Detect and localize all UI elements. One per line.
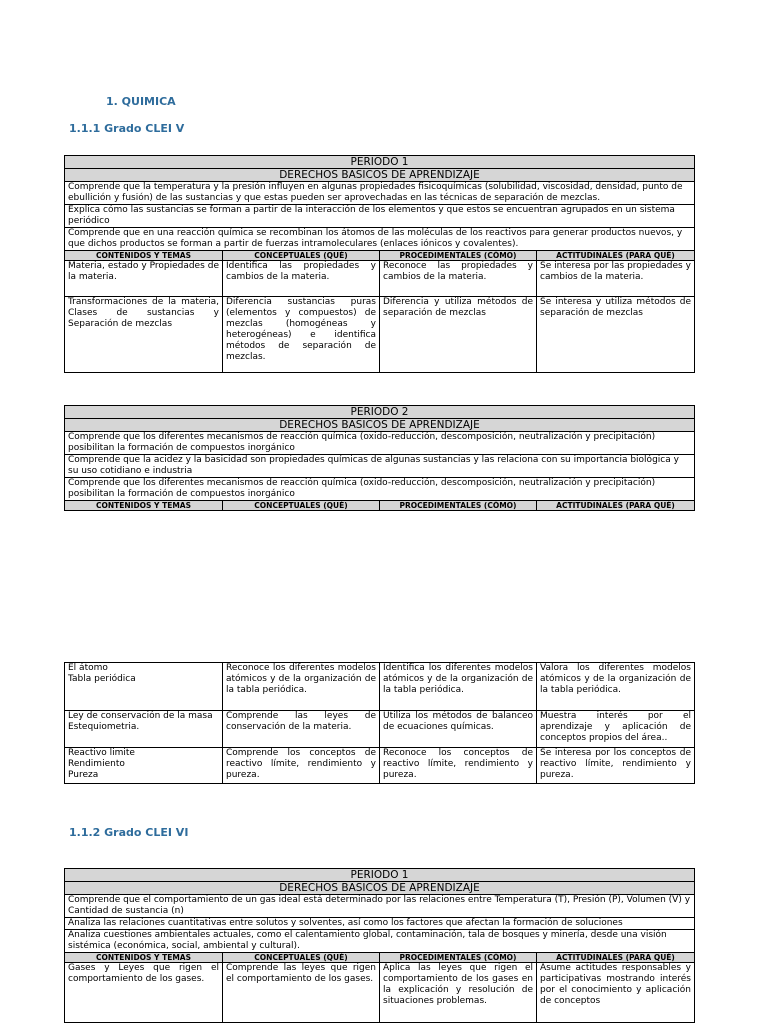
dba-item: Comprende que en una reacción química se recombinan los átomos de las moléculas de los reactivos para generar productos nuevos, y que dichos productos se forman a partir de fuerzas intramoleculares (enlaces iónicos y covalentes). [65,228,695,251]
actitudinales-cell: Muestra interés por el aprendizaje y aplicación de conceptos propios del área.. [537,711,695,748]
procedimentales-cell: Reconoce los conceptos de reactivo límite, rendimiento y pureza. [380,748,537,784]
actitudinales-cell: Valora los diferentes modelos atómicos y de la organización de la tabla periódica. [537,663,695,711]
contenidos-cell: El átomo Tabla periódica [65,663,223,711]
table-row [65,963,695,1023]
column-header-procedimentales: PROCEDIMENTALES (CÓMO) [380,501,537,511]
table-row [65,297,695,373]
procedimentales-cell: Utiliza los métodos de balanceo de ecuaciones químicas. [380,711,537,748]
column-header-actitudinales: ACTITUDINALES (PARA QUÉ) [537,953,695,963]
conceptuales-cell: Reconoce los diferentes modelos atómicos y de la organización de la tabla periódica. [223,663,380,711]
dba-title: DERECHOS BASICOS DE APRENDIZAJE [65,882,695,895]
column-header-contenidos: CONTENIDOS Y TEMAS [65,501,223,511]
column-header-procedimentales: PROCEDIMENTALES (CÓMO) [380,251,537,261]
section-title: 1. QUIMICA [106,95,176,108]
contenidos-cell: Materia, estado y Propiedades de la materia. [65,261,223,297]
periodo-1-table-clei-vi [64,868,695,1023]
column-header-procedimentales: PROCEDIMENTALES (CÓMO) [380,953,537,963]
contenidos-cell: Transformaciones de la materia, Clases de sustancias y Separación de mezclas [65,297,223,373]
dba-item: Comprende que la temperatura y la presión influyen en algunas propiedades fisicoquímicas (solubilidad, viscosidad, densidad, punto de ebullición y fusión) de las sustancias y que estas pueden ser aprovechadas en las técnicas de separación de mezclas. [65,182,695,205]
procedimentales-cell: Identifica los diferentes modelos atómicos y de la organización de la tabla periódica. [380,663,537,711]
contenidos-cell: Reactivo limite Rendimiento Pureza [65,748,223,784]
conceptuales-cell: Comprende las leyes que rigen el comportamiento de los gases. [223,963,380,1023]
dba-item: Analiza las relaciones cuantitativas entre solutos y solventes, así como los factores que afectan la formación de soluciones [65,918,695,930]
subsection-title-clei-vi: 1.1.2 Grado CLEI VI [69,826,189,839]
actitudinales-cell: Se interesa por las propiedades y cambios de la materia. [537,261,695,297]
periodo-1-table-clei-v [64,155,695,373]
procedimentales-cell: Aplica las leyes que rigen el comportamiento de los gases en la explicación y resolución de situaciones problemas. [380,963,537,1023]
conceptuales-cell: Diferencia sustancias puras (elementos y compuestos) de mezclas (homogéneas y heterogéneas) e identifica métodos de separación de mezclas. [223,297,380,373]
table-row [65,711,695,748]
period-title: PERIODO 1 [65,156,695,169]
column-header-actitudinales: ACTITUDINALES (PARA QUÉ) [537,251,695,261]
subsection-title-clei-v: 1.1.1 Grado CLEI V [69,122,185,135]
actitudinales-cell: Se interesa y utiliza métodos de separación de mezclas [537,297,695,373]
actitudinales-cell: Asume actitudes responsables y participativas mostrando interés por el conocimiento y aplicación de conceptos [537,963,695,1023]
actitudinales-cell: Se interesa por los conceptos de reactivo límite, rendimiento y pureza. [537,748,695,784]
column-header-actitudinales: ACTITUDINALES (PARA QUÉ) [537,501,695,511]
dba-item: Analiza cuestiones ambientales actuales, como el calentamiento global, contaminación, tala de bosques y minería, desde una visión sistémica (económica, social, ambiental y cultural). [65,930,695,953]
dba-item: Comprende que los diferentes mecanismos de reacción química (oxido-reducción, descomposición, neutralización y precipitación) posibilitan la formación de compuestos inorgánico [65,432,695,455]
dba-item: Explica cómo las sustancias se forman a partir de la interacción de los elementos y que estos se encuentran agrupados en un sistema periódico [65,205,695,228]
table-row [65,663,695,711]
column-header-conceptuales: CONCEPTUALES (QUÉ) [223,251,380,261]
dba-title: DERECHOS BASICOS DE APRENDIZAJE [65,169,695,182]
column-header-contenidos: CONTENIDOS Y TEMAS [65,251,223,261]
procedimentales-cell: Diferencia y utiliza métodos de separación de mezclas [380,297,537,373]
dba-item: Comprende que el comportamiento de un gas ideal está determinado por las relaciones entre Temperatura (T), Presión (P), Volumen (V) y Cantidad de sustancia (n) [65,895,695,918]
conceptuales-cell: Identifica las propiedades y cambios de la materia. [223,261,380,297]
contenidos-cell: Ley de conservación de la masa Estequiometria. [65,711,223,748]
periodo-2-content-table [64,662,695,784]
dba-title: DERECHOS BASICOS DE APRENDIZAJE [65,419,695,432]
table-row [65,261,695,297]
conceptuales-cell: Comprende las leyes de conservación de la materia. [223,711,380,748]
column-header-contenidos: CONTENIDOS Y TEMAS [65,953,223,963]
table-row [65,748,695,784]
column-header-conceptuales: CONCEPTUALES (QUÉ) [223,501,380,511]
procedimentales-cell: Reconoce las propiedades y cambios de la materia. [380,261,537,297]
contenidos-cell: Gases y Leyes que rigen el comportamiento de los gases. [65,963,223,1023]
periodo-2-table-clei-v [64,405,695,511]
dba-item: Comprende que la acidez y la basicidad son propiedades químicas de algunas sustancias y las relaciona con su importancia biológica y su uso cotidiano e industria [65,455,695,478]
period-title: PERIODO 2 [65,406,695,419]
period-title: PERIODO 1 [65,869,695,882]
dba-item: Comprende que los diferentes mecanismos de reacción química (oxido-reducción, descomposición, neutralización y precipitación) posibilitan la formación de compuestos inorgánico [65,478,695,501]
column-header-conceptuales: CONCEPTUALES (QUÉ) [223,953,380,963]
conceptuales-cell: Comprende los conceptos de reactivo límite, rendimiento y pureza. [223,748,380,784]
